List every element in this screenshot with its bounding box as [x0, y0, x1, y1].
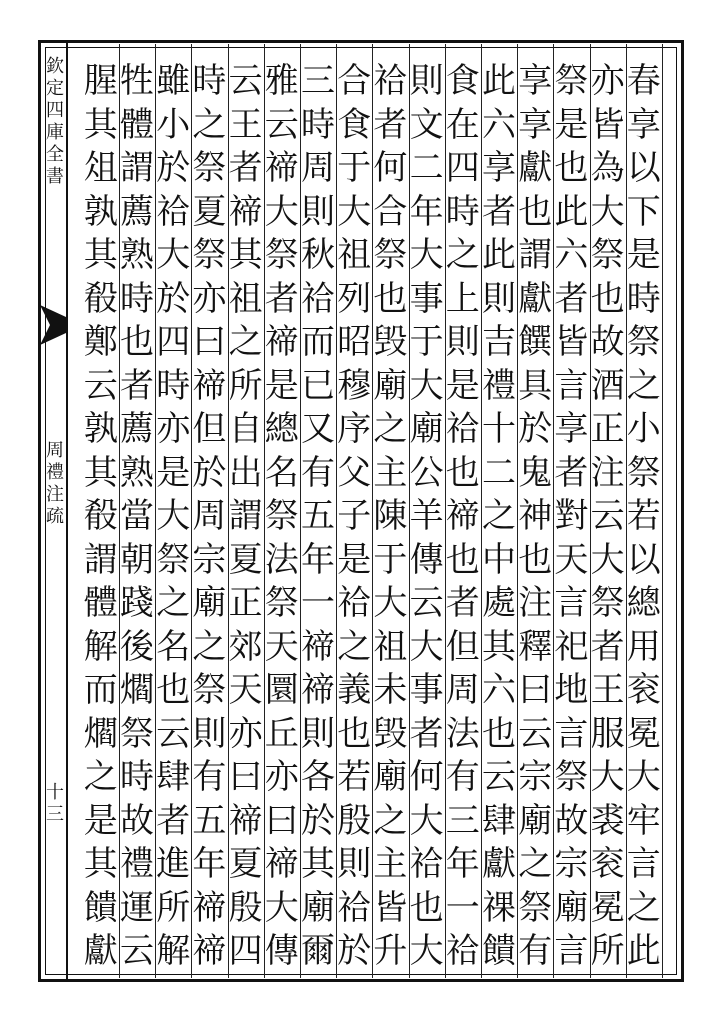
margin-page-number: 十 三 — [46, 782, 64, 825]
margin-section-title: 周 禮 注 疏 — [46, 440, 64, 527]
text-column: 此 六 享 者 此 則 吉 禮 十 二 之 中 處 其 六 也 云 肆 獻 祼 饋 — [482, 61, 516, 971]
text-column: 雖 小 於 祫 大 於 四 時 亦 是 大 祭 之 名 也 云 肆 者 進 所 解 — [156, 61, 191, 971]
text-column: 則 文 二 年 大 事 于 大 廟 公 羊 傳 云 大 事 者 何 大 祫 也 大 — [409, 61, 444, 971]
text-column: 三 時 周 則 秋 祫 而 已 又 有 五 年 一 禘 禘 則 各 於 其 廟 爾 — [301, 61, 335, 971]
text-column: 祫 者 何 合 祭 也 毁 廟 之 主 陳 于 大 祖 未 毁 廟 之 主 皆 升 — [373, 61, 408, 971]
text-column: 時 之 祭 夏 祭 亦 曰 禘 但 於 周 宗 廟 之 祭 則 有 五 年 禘 禘 — [192, 61, 227, 971]
text-column: 云 王 者 禘 其 祖 之 所 自 出 謂 夏 正 郊 天 亦 曰 禘 夏 殷 四 — [228, 61, 263, 971]
text-column: 牲 體 謂 薦 熟 時 也 者 薦 熟 當 朝 踐 後 爓 祭 時 故 禮 運 云 — [120, 61, 154, 971]
text-column: 合 食 于 大 祖 列 昭 穆 序 父 子 是 祫 之 義 也 若 殷 則 祫 於 — [337, 61, 372, 971]
text-column: 祭 是 也 此 六 者 皆 言 享 者 對 天 言 祀 地 言 祭 故 宗 廟 言 — [554, 61, 589, 971]
text-column: 腥 其 俎 孰 其 殽 鄭 云 孰 其 殽 謂 體 解 而 爓 之 是 其 饋 獻 — [83, 61, 118, 971]
text-column: 享 享 獻 也 謂 獻 饌 具 於 鬼 神 也 注 釋 曰 云 宗 廟 之 祭 有 — [518, 61, 553, 971]
margin-book-title: 欽 定 四 庫 全 書 — [46, 56, 64, 187]
text-column: 春 享 以 下 是 時 祭 之 小 祭 若 以 總 用 衮 冕 大 牢 言 之 此 — [626, 61, 661, 971]
text-column: 食 在 四 時 之 上 則 是 祫 也 禘 也 者 但 周 法 有 三 年 一 祫 — [445, 61, 480, 971]
text-column: 亦 皆 為 大 祭 也 故 酒 正 注 云 大 祭 者 王 服 大 裘 衮 冕 所 — [590, 61, 625, 971]
text-column: 雅 云 禘 大 祭 者 禘 是 總 名 祭 法 祭 天 圜 丘 亦 曰 禘 大 傳 — [264, 61, 299, 971]
fish-tail-icon — [40, 305, 66, 345]
